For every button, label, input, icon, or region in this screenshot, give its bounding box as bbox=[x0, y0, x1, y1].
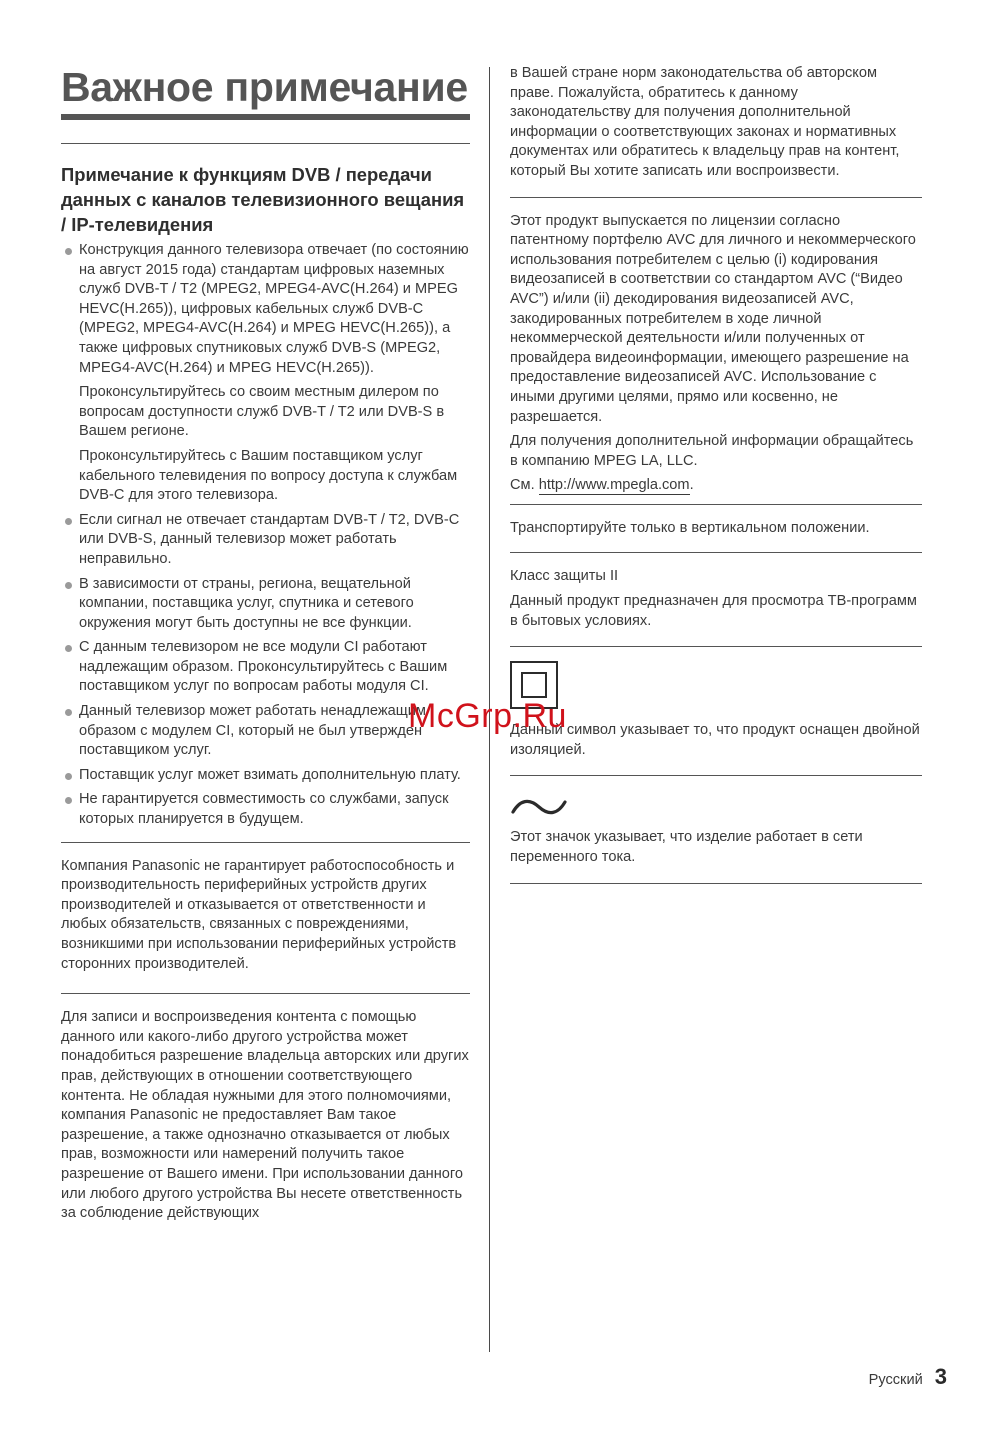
list-item: С данным телевизором не все модули CI работают надлежащим образом. Проконсультируйтесь с Вашим поставщиком услуг по вопросам работы модуля CI. bbox=[61, 638, 470, 697]
page-number: 3 bbox=[934, 1364, 947, 1389]
double-insulation-note: Данный символ указывает то, что продукт оснащен двойной изоляцией. bbox=[510, 722, 920, 758]
ac-power-note: Этот значок указывает, что изделие работает в сети переменного тока. bbox=[510, 829, 863, 866]
page-title: Важное примечание bbox=[61, 62, 470, 120]
protection-class: Класс защиты II bbox=[510, 568, 619, 585]
purpose-note: Данный продукт предназначен для просмотра ТВ-программ в бытовых условиях. bbox=[510, 593, 917, 629]
list-item: Данный телевизор может работать ненадлежащим образом с модулем CI, который не был утвержден поставщиком услуг. bbox=[61, 702, 470, 761]
left-column bbox=[61, 62, 470, 1224]
mpegla-link[interactable]: http://www.mpegla.com bbox=[538, 477, 690, 494]
avc-see-link bbox=[510, 476, 922, 496]
divider bbox=[510, 646, 922, 647]
bullet-subtext: Проконсультируйтесь с Вашим поставщиком услуг кабельного телевидения по вопросу доступа к службам DVB-C для этого телевизора. bbox=[79, 447, 458, 504]
section-heading: Примечание к функциям DVB / передачи данных с каналов телевизионного вещания / IP-телевидения bbox=[61, 164, 465, 235]
divider bbox=[61, 993, 470, 994]
dvb-notes-list bbox=[61, 241, 470, 830]
ac-power-icon bbox=[510, 794, 568, 820]
bullet-text: Конструкция данного телевизора отвечает (по состоянию на август 2015 года) стандартам цифровых наземных служб DVB-T / T2 (MPEG2, MPEG4-AVC(H.264) и MPEG HEVC(H.265)), цифровых кабельных служб DVB-C (MPEG2, MPEG4-AVC(H.264) и MPEG HEVC(H.265)), а также цифровых спутниковых служб DVB-S (MPEG2, MPEG4-AVC(H.264) и MPEG HEVC(H.265)). bbox=[79, 242, 469, 376]
list-item bbox=[61, 241, 470, 506]
divider bbox=[61, 842, 470, 843]
watermark: McGrp.Ru bbox=[408, 697, 567, 735]
divider bbox=[510, 775, 922, 776]
panasonic-disclaimer: Компания Panasonic не гарантирует работоспособность и производительность периферийных устройств других производителей и отказывается от ответственности и любых обязательств, связанных с повреждениями, возникшими при использовании периферийных устройств сторонних производителей. bbox=[61, 857, 457, 972]
divider bbox=[61, 143, 470, 144]
page-footer bbox=[868, 1364, 947, 1391]
divider bbox=[510, 504, 922, 505]
right-column bbox=[510, 64, 922, 884]
rights-disclaimer-continued: в Вашей стране норм законодательства об авторском праве. Пожалуйста, обратитесь к данному законодательству для получения дополнительной информации о соответствующих законах и нормативных документах или обратитесь к владельцу прав на контент, который Вы хотите записать или воспроизвести. bbox=[510, 65, 900, 179]
avc-license: Этот продукт выпускается по лицензии согласно патентному портфелю AVC для личного и некоммерческого использования потребителем с целью (i) кодирования видеозаписей в соответствии со стандартом AVC (“Видео AVC”) и/или (ii) декодирования видеозаписей AVC, закодированных потребителем в ходе личной некоммерческой деятельности и/или полученных от провайдера видеоинформации, имеющего разрешение на предоставление видеозаписей AVC. Использование с иными другими целями, прямо или косвенно, не разрешается. bbox=[510, 212, 916, 425]
list-item: В зависимости от страны, региона, вещательной компании, поставщика услуг, спутника и сетевого окружения могут быть доступны не все функции. bbox=[61, 575, 470, 634]
see-label: См. bbox=[510, 477, 535, 494]
link-period: . bbox=[689, 477, 694, 494]
footer-language: Русский bbox=[868, 1372, 923, 1388]
divider bbox=[510, 197, 922, 198]
transport-note: Транспортируйте только в вертикальном положении. bbox=[510, 519, 870, 536]
avc-contact: Для получения дополнительной информации обращайтесь в компанию MPEG LA, LLC. bbox=[510, 433, 914, 469]
list-item: Не гарантируется совместимость со службами, запуск которых планируется в будущем. bbox=[61, 790, 470, 829]
rights-disclaimer: Для записи и воспроизведения контента с помощью данного или какого-либо другого устройства может понадобиться разрешение владельца авторских или других прав, действующих в отношении соответствующего контента. Не обладая нужными для этого полномочиями, компания Panasonic не предоставляет Вам такое разрешение, а также однозначно отказывается от любых прав, возможности или намерений получить такое разрешение от Вашего имени. При использовании данного или любого другого устройства Вы несете ответственность за соблюдение действующих bbox=[61, 1009, 469, 1222]
list-item: Поставщик услуг может взимать дополнительную плату. bbox=[61, 766, 470, 786]
divider bbox=[510, 552, 922, 553]
list-item: Если сигнал не отвечает стандартам DVB-T / T2, DVB-C или DVB-S, данный телевизор может работать неправильно. bbox=[61, 511, 470, 570]
divider bbox=[510, 883, 922, 884]
bullet-subtext: Проконсультируйтесь со своим местным дилером по вопросам доступности служб DVB-T / T2 или DVB-S в Вашем регионе. bbox=[79, 384, 445, 440]
